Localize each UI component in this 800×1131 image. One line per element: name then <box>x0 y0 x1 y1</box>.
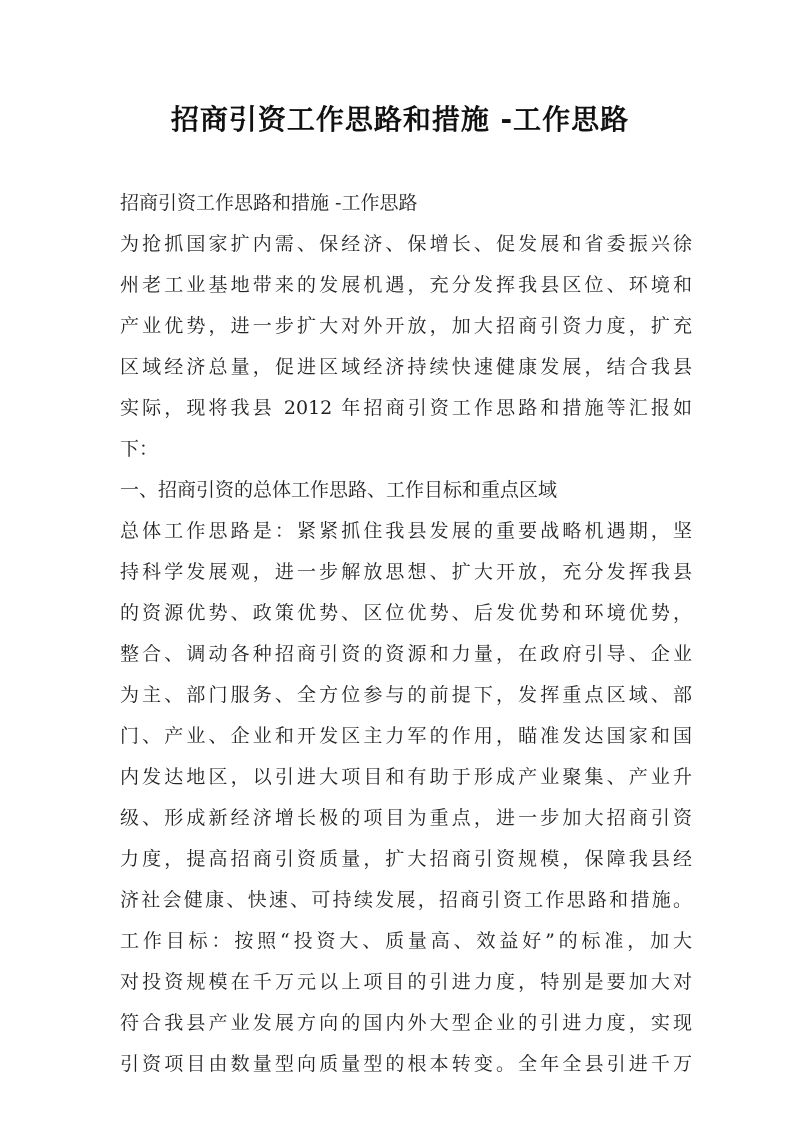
paragraph-line: 下： <box>120 438 159 460</box>
paragraph-line: 为抢抓国家扩内需、保经济、保增长、促发展和省委振兴徐 <box>120 233 692 255</box>
paragraph-line: 整合、调动各种招商引资的资源和力量，在政府引导、企业 <box>120 643 692 665</box>
paragraph-line: 为主、部门服务、全方位参与的前提下，发挥重点区域、部 <box>120 684 692 706</box>
paragraph-line: 符合我县产业发展方向的国内外大型企业的引进力度，实现 <box>120 1012 692 1034</box>
paragraph-line: 引资项目由数量型向质量型的根本转变。全年全县引进千万 <box>120 1053 692 1075</box>
paragraph-line: 持科学发展观，进一步解放思想、扩大开放，充分发挥我县 <box>120 561 692 583</box>
paragraph-line: 对投资规模在千万元以上项目的引进力度，特别是要加大对 <box>120 971 692 993</box>
paragraph-line: 州老工业基地带来的发展机遇，充分发挥我县区位、环境和 <box>120 274 692 296</box>
paragraph-line: 总体工作思路是：紧紧抓住我县发展的重要战略机遇期，坚 <box>120 520 692 542</box>
paragraph-line: 济社会健康、快速、可持续发展，招商引资工作思路和措施。 <box>120 889 692 911</box>
paragraph-line: 实际，现将我县 2012 年招商引资工作思路和措施等汇报如 <box>120 397 692 419</box>
paragraph-line: 的资源优势、政策优势、区位优势、后发优势和环境优势， <box>120 602 692 624</box>
paragraph-line: 级、形成新经济增长极的项目为重点，进一步加大招商引资 <box>120 807 692 829</box>
paragraph-line: 招商引资工作思路和措施 -工作思路 <box>120 192 418 214</box>
paragraph-line: 工作目标：按照“投资大、质量高、效益好”的标准，加大 <box>120 930 692 952</box>
paragraph-line: 产业优势，进一步扩大对外开放，加大招商引资力度，扩充 <box>120 315 692 337</box>
section-heading: 一、招商引资的总体工作思路、工作目标和重点区域 <box>120 479 558 501</box>
paragraph-line: 力度，提高招商引资质量，扩大招商引资规模，保障我县经 <box>120 848 692 870</box>
paragraph-line: 门、产业、企业和开发区主力军的作用，瞄准发达国家和国 <box>120 725 692 747</box>
paragraph-line: 区域经济总量，促进区域经济持续快速健康发展，结合我县 <box>120 356 692 378</box>
paragraph-line: 内发达地区，以引进大项目和有助于形成产业聚集、产业升 <box>120 766 692 788</box>
document-title: 招商引资工作思路和措施 -工作思路 <box>170 103 630 136</box>
document-body <box>120 183 692 1085</box>
